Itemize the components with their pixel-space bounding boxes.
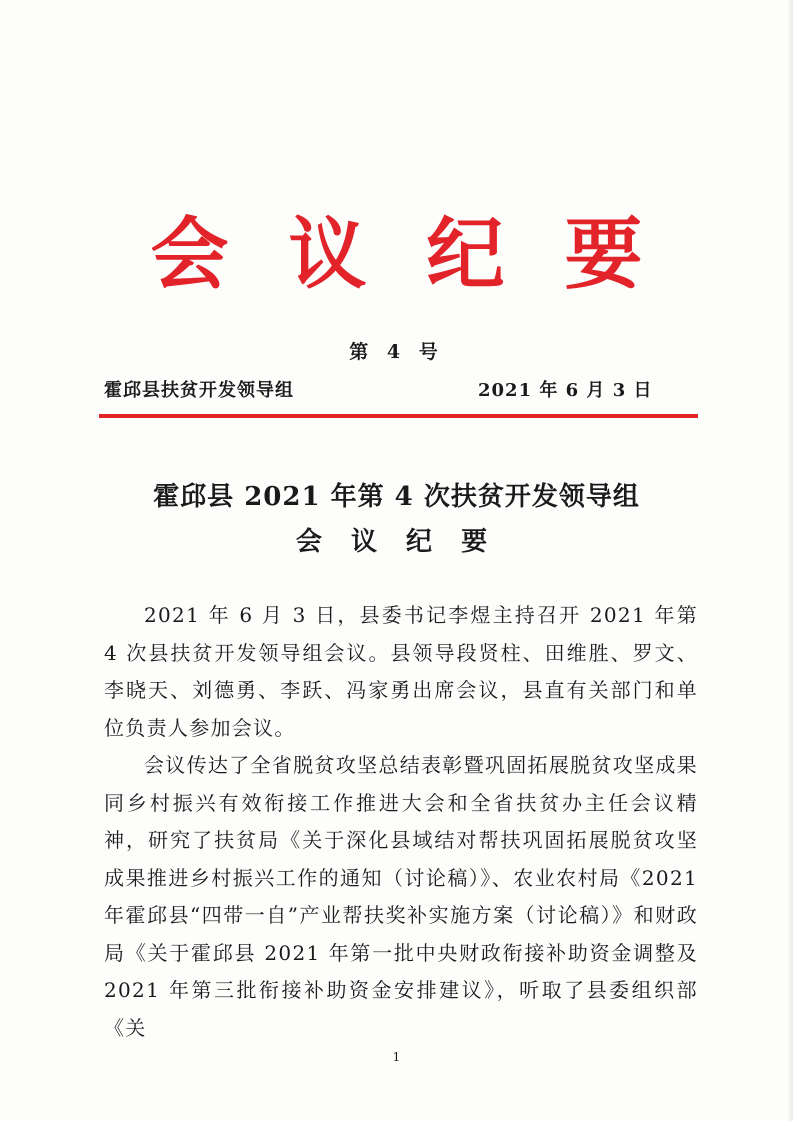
masthead-char: 会 xyxy=(150,209,259,300)
issuing-organization: 霍邱县扶贫开发领导组 xyxy=(104,380,294,401)
masthead-char: 纪 xyxy=(426,209,535,300)
masthead-char: 要 xyxy=(564,209,673,300)
masthead-char: 议 xyxy=(288,209,397,300)
red-divider-line xyxy=(99,414,698,418)
body-paragraph: 会议传达了全省脱贫攻坚总结表彰暨巩固拓展脱贫攻坚成果同乡村振兴有效衔接工作推进大会和全省扶贫办主任会议精神，研究了扶贫局《关于深化县域结对帮扶巩固拓展脱贫攻坚成果推进乡村振兴工作的通知（讨论稿）》、农业农村局《2021 年霍邱县“四带一自”产业帮扶奖补实施方案（讨论稿）》和财政局《关于霍邱县 2021 年第一批中央财政衔接补助资金调整及 2021 年第三批衔接补助资金安排建议》，听取了县委组织部《关 xyxy=(104,753,698,1040)
issue-date: 2021 年 6 月 3 日 xyxy=(478,380,653,401)
masthead-title xyxy=(0,205,793,305)
body-paragraph: 2021 年 6 月 3 日，县委书记李煜主持召开 2021 年第 4 次县扶贫开发领导组会议。县领导段贤柱、田维胜、罗文、李晓天、刘德勇、李跃、冯家勇出席会议，县直有关部门和单位负责人参加会议。 xyxy=(104,603,698,740)
page-number: 1 xyxy=(392,1050,401,1064)
issue-number: 第 4 号 xyxy=(349,341,444,363)
scan-edge-shadow xyxy=(787,0,793,1121)
document-body xyxy=(104,597,698,1047)
document-title-line-1: 霍邱县 2021 年第 4 次扶贫开发领导组 xyxy=(153,482,640,512)
document-title-line-2: 会 议 纪 要 xyxy=(295,527,498,557)
